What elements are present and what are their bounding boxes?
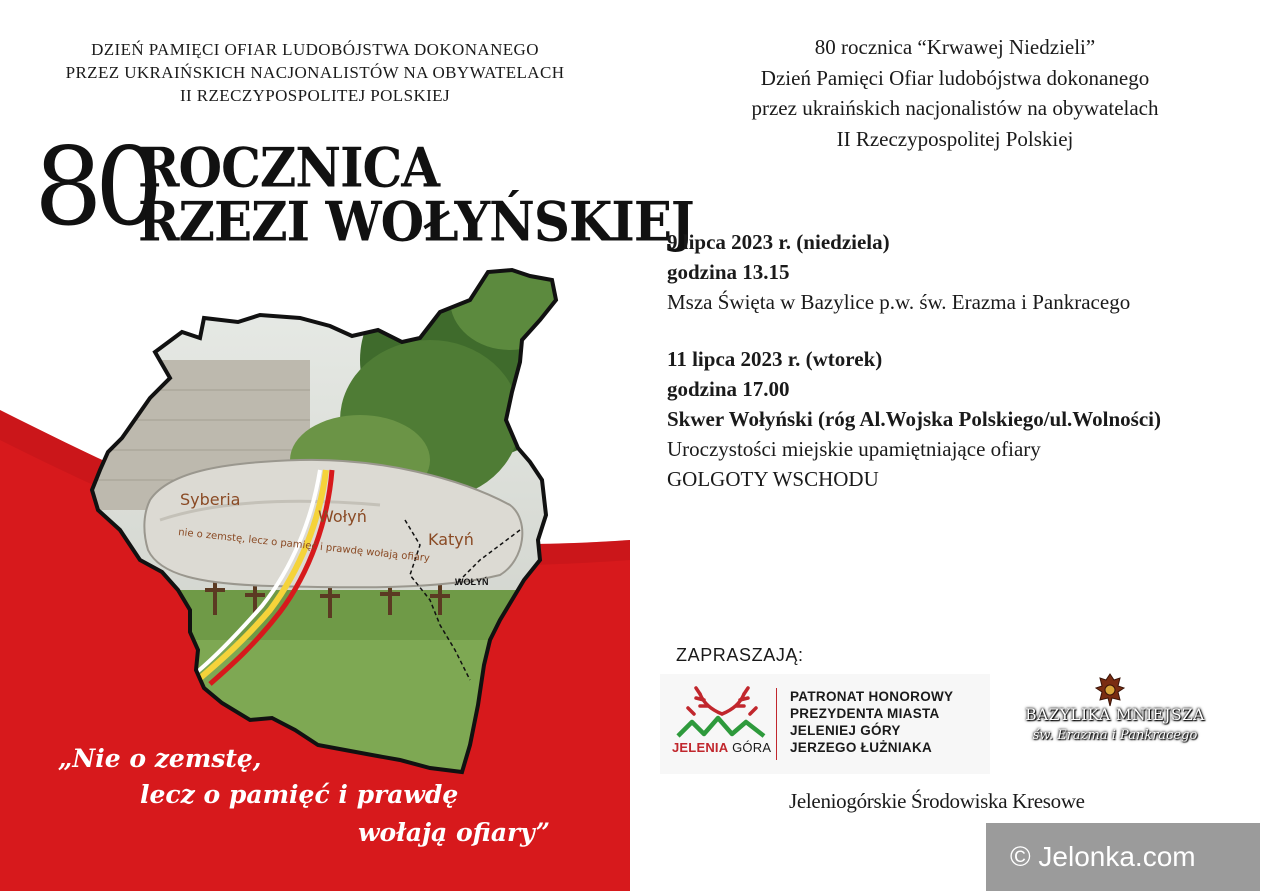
basilica-title: BAZYLIKA MNIEJSZA — [1025, 706, 1205, 724]
city-patronage-logo — [660, 674, 990, 774]
header-line-2: PRZEZ UKRAIŃSKICH NACJONALISTÓW NA OBYWATELACH — [65, 63, 565, 82]
event-description-2: GOLGOTY WSCHODU — [667, 467, 879, 491]
patronage-line-3: JELENIEJ GÓRY — [790, 723, 901, 738]
city-logo-name — [672, 740, 771, 755]
quote-line-1: „Nie o zemstę, — [58, 744, 262, 773]
anniversary-number: 80 — [34, 125, 156, 250]
event-time: godzina 17.00 — [667, 377, 790, 401]
stone-word-syberia: Syberia — [180, 490, 241, 509]
event-date: 11 lipca 2023 r. (wtorek) — [667, 347, 883, 371]
intro-line-4: II Rzeczypospolitej Polskiej — [836, 126, 1074, 151]
logo-divider — [776, 688, 777, 760]
event-place: Msza Święta w Bazylice p.w. św. Erazma i Pankracego — [667, 290, 1131, 314]
intro-line-3: przez ukraińskich nacjonalistów na obywatelach — [751, 96, 1159, 120]
patronage-line-2: PREZYDENTA MIASTA — [790, 706, 940, 721]
copyright-watermark: © Jelonka.com — [986, 823, 1260, 891]
stone-word-wolyn: Wołyń — [318, 507, 367, 526]
event-time: godzina 13.15 — [667, 260, 790, 284]
title-rzezi-wolynskiej: RZEZI WOŁYŃSKIEJ — [138, 189, 694, 254]
quote-line-3: wołają ofiary” — [358, 818, 551, 847]
event-date: 9 lipca 2023 r. (niedziela) — [667, 230, 890, 254]
stone-word-katyn: Katyń — [428, 530, 474, 549]
event-description: Uroczystości miejskie upamiętniające ofiary — [667, 437, 1041, 461]
header-line-1: DZIEŃ PAMIĘCI OFIAR LUDOBÓJSTWA DOKONANEGO — [91, 40, 539, 59]
patronage-line-1: PATRONAT HONOROWY — [790, 689, 954, 704]
stone-sentence: nie o zemstę, lecz o pamięć i prawdę wołają ofiary — [177, 527, 431, 565]
patronage-text — [790, 688, 953, 756]
event-mass — [667, 227, 1130, 317]
event-place: Skwer Wołyński (róg Al.Wojska Polskiego/ul.Wolności) — [667, 407, 1161, 431]
event-ceremony — [667, 344, 1161, 494]
city-logo-word-1: JELENIA — [672, 740, 729, 755]
invite-label: ZAPRASZAJĄ: — [676, 645, 804, 665]
header-line-3: II RZECZYPOSPOLITEJ POLSKIEJ — [180, 86, 450, 105]
intro-line-2: Dzień Pamięci Ofiar ludobójstwa dokonanego — [760, 65, 1150, 90]
basilica-logo — [1010, 672, 1220, 772]
city-logo-word-2: GÓRA — [732, 740, 772, 755]
quote-line-2: lecz o pamięć i prawdę — [140, 780, 459, 809]
map-region-label: WOŁYŃ — [455, 577, 489, 587]
intro-text — [630, 32, 1280, 154]
intro-line-1: 80 rocznica “Krwawej Niedzieli” — [814, 35, 1096, 59]
organizer-name: Jeleniogórskie Środowiska Kresowe — [789, 789, 1085, 813]
basilica-subtitle: św. Erazma i Pankracego — [1032, 728, 1198, 743]
patronage-line-4: JERZEGO ŁUŻNIAKA — [790, 740, 933, 755]
title-rocznica: ROCZNICA — [138, 135, 440, 200]
